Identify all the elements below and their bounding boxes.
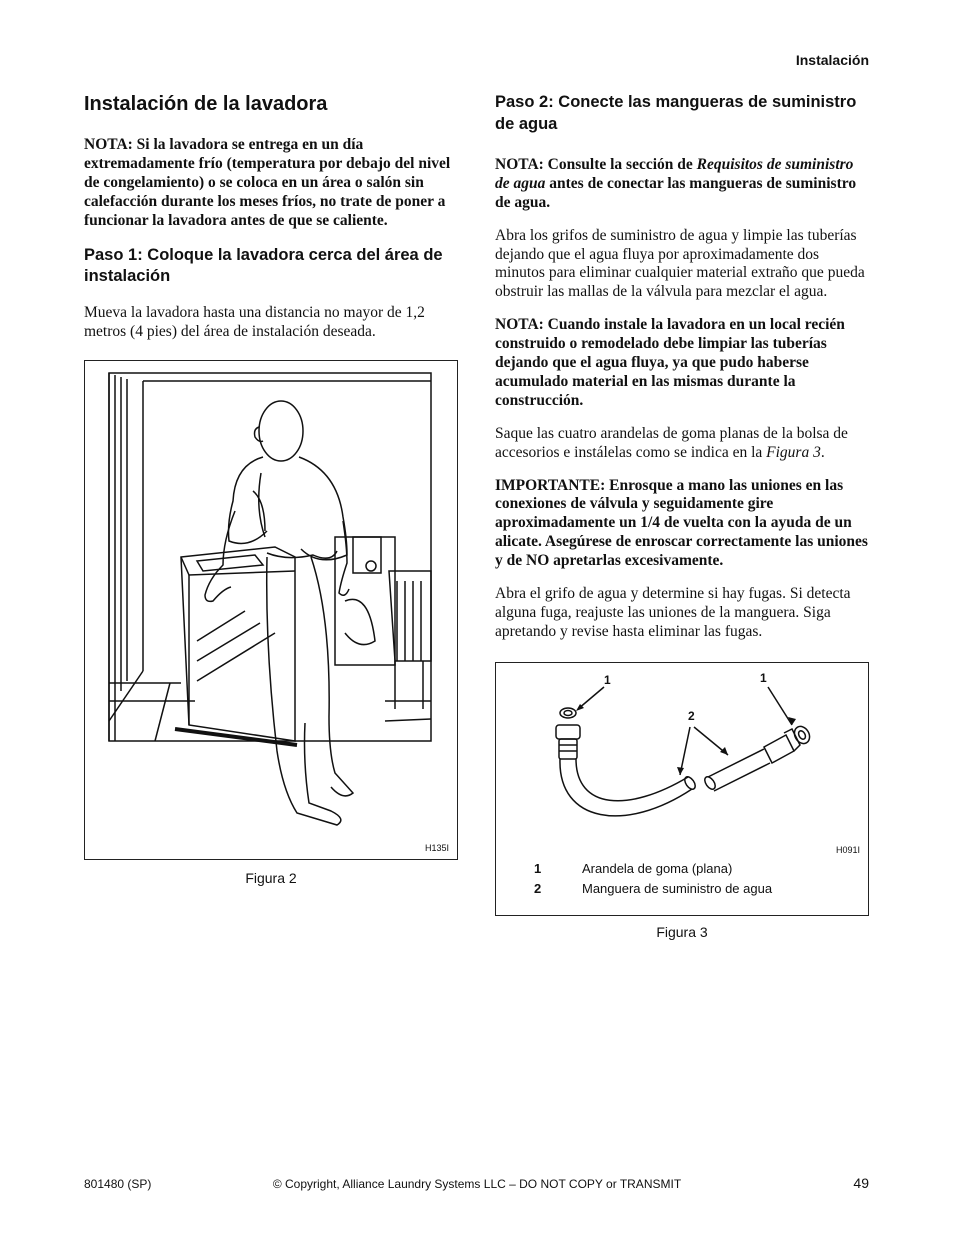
new-building-note: NOTA: Cuando instale la lavadora en un local recién construido o remodelado debe limpiar las tuberías dejando que el agua fluya, ya que pudo haberse acumulado material en las mismas durante la construcción. [495,316,845,409]
figure-3-code: H091I [835,844,860,855]
figure-3 [495,662,869,916]
right-column [495,92,869,940]
leak-check-text: Abra el grifo de agua y determine si hay fugas. Si detecta alguna fuga, reajuste las uniones de la manguera. Siga apretando y revise hasta eliminar las fugas. [495,585,851,640]
figure-2-code: H135I [424,843,449,854]
hose-illustration [496,663,868,853]
legend-row: 1 Arandela de goma (plana) [534,860,733,876]
step1-heading: Paso 1: Coloque la lavadora cerca del área de instalación [84,245,443,286]
section-title: Instalación de la lavadora [84,93,328,115]
figure-2-caption: Figura 2 [245,870,297,887]
legend-row: 2 Manguera de suministro de agua [534,880,773,896]
running-header: Instalación [795,52,869,68]
figure-2 [84,360,458,860]
figure-3-legend [534,861,772,901]
document-id: 801480 (SP) [84,1177,152,1191]
washer-move-illustration [85,361,457,859]
copyright-notice: © Copyright, Alliance Laundry Systems LLC – DO NOT COPY or TRANSMIT [272,1177,682,1191]
cold-weather-note: NOTA: Si la lavadora se entrega en un día extremadamente frío (temperatura por debajo del nivel de congelamiento) o se coloca en un área o salón sin calefacción durante los meses fríos, no trate de poner a funcionar la lavadora antes de que se caliente. [84,136,451,229]
callout-2: 2 [688,708,695,723]
flush-pipes-text: Abra los grifos de suministro de agua y limpie las tuberías dejando que el agua fluya por aproximadamente dos minutos para eliminar cualquier material extraño que pueda obstruir las mallas de la válvula para mezclar el agua. [495,226,865,301]
supply-requirements-note: NOTA: Consulte la sección de Requisitos de suministro de agua antes de conectar las mangueras de suministro de agua. [495,155,857,211]
note-reference: Requisitos de suministro de agua [495,155,854,192]
important-note: IMPORTANTE: Enrosque a mano las uniones en las conexiones de válvula y seguidamente gire aproximadamente un 1/4 de vuelta con la ayuda de un alicate. Asegúrese de enroscar correctamente las uniones y de NO apretarlas excesivamente. [495,476,868,570]
figure-reference: Figura 3 [766,443,821,461]
page-number: 49 [853,1175,869,1191]
callout-1-right: 1 [760,670,767,685]
step1-text: Mueva la lavadora hasta una distancia no mayor de 1,2 metros (4 pies) del área de instalación deseada. [84,304,425,341]
callout-1-left: 1 [604,672,611,687]
washers-text: Saque las cuatro arandelas de goma planas de la bolsa de accesorios e instálelas como se indica en la Figura 3. [495,424,848,461]
figure-3-caption: Figura 3 [656,923,708,940]
left-column [84,92,458,886]
step2-heading: Paso 2: Conecte las mangueras de suministro de agua [495,93,857,133]
